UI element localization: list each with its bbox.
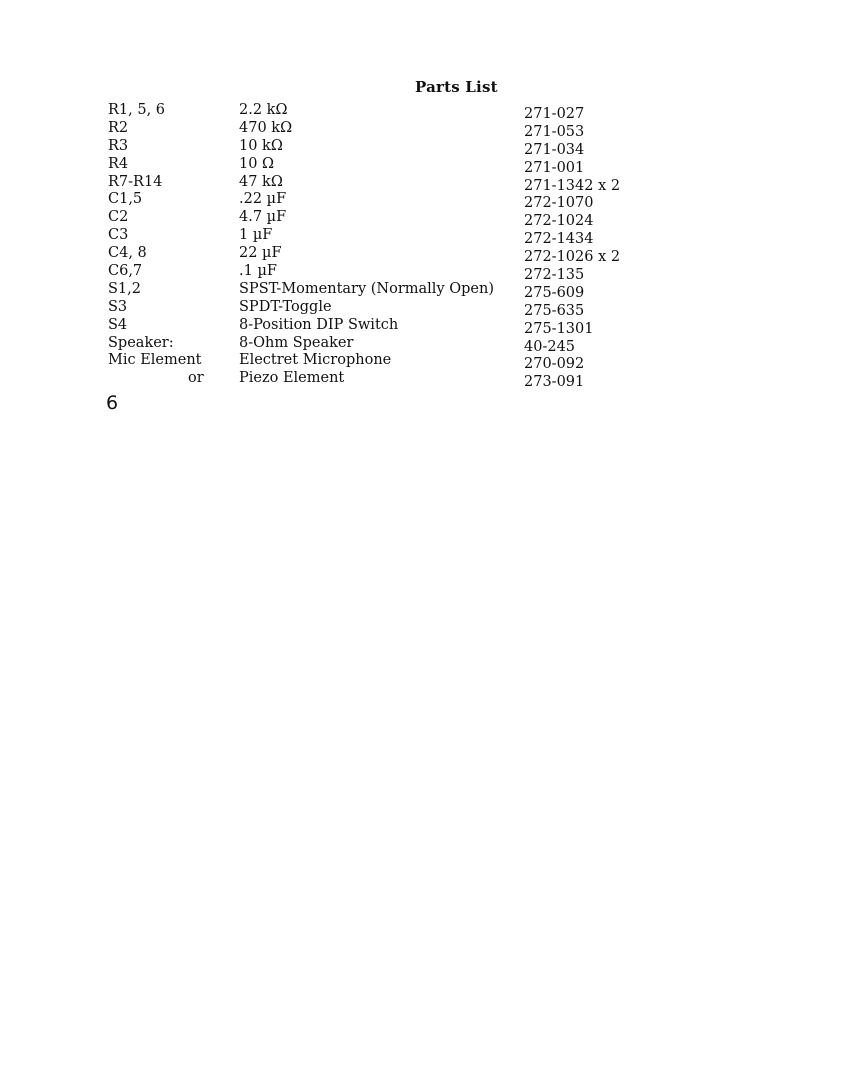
part-description: Piezo Element <box>239 370 345 387</box>
part-reference: C6,7 <box>108 263 143 280</box>
part-description: 10 kΩ <box>239 137 283 154</box>
part-reference: S3 <box>108 298 128 315</box>
part-reference: Mic Element <box>108 352 202 369</box>
table-row <box>108 317 668 335</box>
part-number: 272-1070 <box>524 195 594 212</box>
part-description: 47 kΩ <box>239 173 283 190</box>
part-reference: C4, 8 <box>108 245 147 262</box>
table-row <box>108 299 668 317</box>
part-reference: S1,2 <box>108 280 141 297</box>
table-row <box>108 245 668 266</box>
table-row <box>108 263 668 284</box>
part-number: 275-1301 <box>524 320 594 337</box>
part-description: SPST-Momentary (Normally Open) <box>239 280 494 297</box>
part-description: 2.2 kΩ <box>239 102 288 118</box>
part-description: .22 µF <box>239 191 287 208</box>
part-description: 4.7 µF <box>239 209 287 226</box>
part-description: 8-Ohm Speaker <box>239 334 354 351</box>
table-row <box>108 335 668 353</box>
part-number: 275-609 <box>524 284 585 301</box>
part-number: 272-135 <box>524 267 585 284</box>
table-row <box>108 191 668 212</box>
part-reference: C2 <box>108 209 129 226</box>
table-row <box>108 352 668 373</box>
table-row <box>108 281 668 299</box>
part-description: SPDT-Toggle <box>239 298 332 315</box>
part-number: 273-091 <box>524 374 585 391</box>
part-number: 270-092 <box>524 356 585 373</box>
table-row <box>108 102 668 120</box>
table-row <box>108 156 668 174</box>
part-description: 10 Ω <box>239 155 275 172</box>
table-row <box>108 227 668 248</box>
part-description: 22 µF <box>239 245 282 262</box>
part-description: 1 µF <box>239 227 273 244</box>
part-number: 275-635 <box>524 302 585 319</box>
table-row <box>108 138 668 156</box>
part-number: 272-1026 x 2 <box>524 249 621 266</box>
table-row <box>108 174 668 192</box>
parts-list-table <box>108 102 668 391</box>
part-reference: R3 <box>108 137 129 154</box>
table-row <box>108 120 668 138</box>
part-number: 40-245 <box>524 338 576 355</box>
parts-list-title: Parts List <box>415 78 498 96</box>
part-number: 271-001 <box>524 159 585 176</box>
part-reference: R1, 5, 6 <box>108 102 166 118</box>
part-reference: S4 <box>108 316 128 333</box>
part-description: Electret Microphone <box>239 352 392 369</box>
part-description: 470 kΩ <box>239 119 293 136</box>
part-reference: R7-R14 <box>108 173 163 190</box>
part-reference: Speaker: <box>108 334 174 351</box>
part-description: 8-Position DIP Switch <box>239 316 399 333</box>
part-reference: R2 <box>108 119 129 136</box>
part-number: 272-1434 <box>524 231 594 248</box>
part-number: 271-027 <box>524 106 585 122</box>
part-reference: R4 <box>108 155 129 172</box>
table-row <box>108 209 668 230</box>
part-number: 271-053 <box>524 123 585 140</box>
part-number: 272-1024 <box>524 213 594 230</box>
part-description: .1 µF <box>239 263 277 280</box>
table-row <box>108 370 668 391</box>
part-number: 271-1342 x 2 <box>524 177 621 194</box>
part-reference: or <box>188 370 204 387</box>
part-number: 271-034 <box>524 141 585 158</box>
page-number: 6 <box>106 392 119 414</box>
part-reference: C1,5 <box>108 191 143 208</box>
part-reference: C3 <box>108 227 129 244</box>
